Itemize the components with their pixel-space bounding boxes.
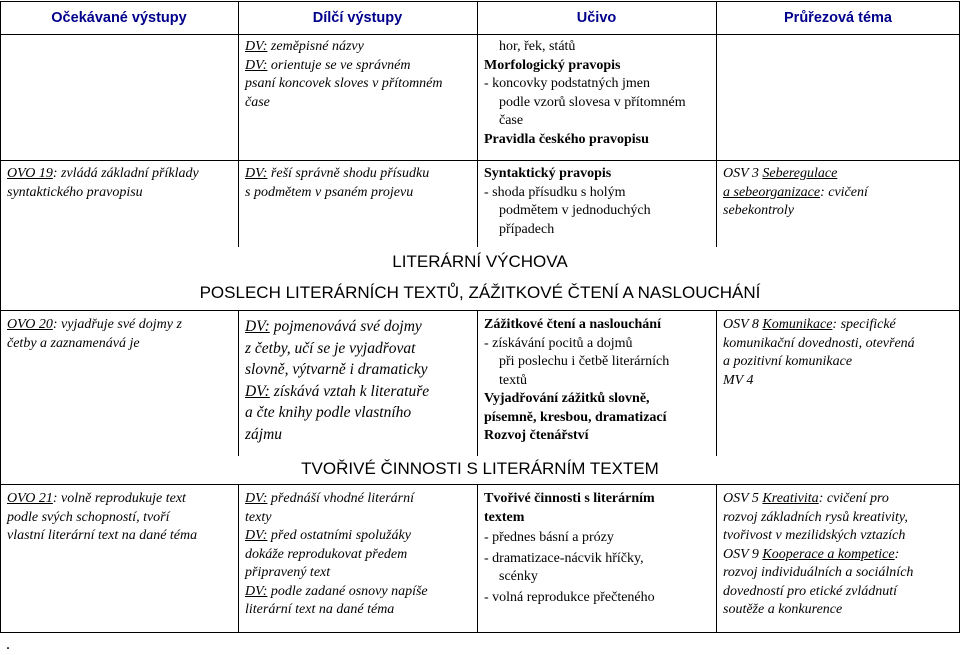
dv-label: DV:	[245, 583, 268, 599]
header-prurezova-tema: Průřezová téma	[784, 10, 892, 26]
row3-ucivo: Zážitkové čtení a naslouchání - získávání pocitů a dojmů při poslechu i četbě literárních textů Vyjadřování zážitků slovně, písemně, kresbou, dramatizací Rozvoj čtenářství	[484, 317, 670, 443]
col-sep-1a	[238, 1, 239, 247]
theme-link-kooperace[interactable]: Kooperace a kompetice	[762, 546, 895, 562]
table-border-bottom	[0, 632, 960, 633]
dv-label: DV:	[245, 166, 268, 181]
row2-ocekavane-vystupy: OVO 19: zvládá základní příklady syntaktického pravopisu	[7, 166, 199, 200]
dv-label: DV:	[245, 318, 270, 335]
row4-prurezova-tema: OSV 5 Kreativita: cvičení pro rozvoj základních rysů kreativity, tvořivost v mezilidských vztazích OSV 9 Kooperace a kompetice: rozvoj individuálních a sociálních dovedností pro etické zvládnutí soutěže a konkurence	[723, 491, 914, 617]
row4-ocekavane-vystupy: OVO 21: volně reprodukuje text podle svých schopností, tvoří vlastní literární text na dané téma	[7, 491, 198, 543]
row3-dilci-vystupy: DV: pojmenovává své dojmy z četby, učí se je vyjadřovat slovně, výtvarně i dramaticky DV: získává vztah k literatuře a čte knihy podle vlastního zájmu	[245, 318, 430, 443]
dv-label: DV:	[245, 382, 270, 400]
col-sep-1b	[238, 310, 239, 456]
section-title-tvorive-cinnosti: TVOŘIVÉ ČINNOSTI S LITERÁRNÍM TEXTEM	[260, 459, 700, 479]
row-divider-1	[0, 160, 960, 161]
header-ocekavane-vystupy: Očekávané výstupy	[51, 10, 187, 26]
col-sep-3b	[716, 310, 717, 456]
footer-mark: .	[6, 636, 10, 653]
theme-link-seberegulace[interactable]: Seberegulace	[762, 166, 838, 181]
col-sep-3c	[716, 484, 717, 632]
row1-ucivo: hor, řek, států Morfologický pravopis - koncovky podstatných jmen podle vzorů slovesa v přítomném čase Pravidla českého pravopisu	[484, 39, 686, 147]
row1-dilci-vystupy: DV: zeměpisné názvy DV: orientuje se ve správném psaní koncovek sloves v přítomném čase	[245, 39, 443, 110]
theme-link-kreativita[interactable]: Kreativita	[762, 491, 819, 506]
dv-label: DV:	[245, 491, 268, 506]
col-sep-3a	[716, 1, 717, 247]
row2-prurezova-tema: OSV 3 Seberegulace a sebeorganizace: cvičení sebekontroly	[723, 166, 868, 218]
section-title-literarni-vychova: LITERÁRNÍ VÝCHOVA	[370, 252, 590, 272]
dv-label: DV:	[245, 57, 268, 73]
col-sep-2b	[477, 310, 478, 456]
header-ucivo: Učivo	[576, 10, 617, 26]
col-sep-1c	[238, 484, 239, 632]
row2-ucivo: Syntaktický pravopis - shoda přísudku s holým podmětem v jednoduchých případech	[484, 166, 651, 237]
ovo-code: OVO 21	[7, 491, 53, 506]
ovo-code: OVO 20	[7, 317, 53, 332]
row3-prurezova-tema: OSV 8 Komunikace: specifické komunikační dovednosti, otevřená a pozitivní komunikace MV 4	[723, 317, 915, 388]
dv-label: DV:	[245, 39, 268, 54]
col-sep-2c	[477, 484, 478, 632]
col-sep-2a	[477, 1, 478, 247]
theme-link-komunikace[interactable]: Komunikace	[762, 317, 833, 332]
row-divider-3	[0, 484, 960, 485]
table-border-top	[0, 1, 960, 2]
row4-ucivo: Tvořivé činnosti s literárním textem - přednes básní a prózy - dramatizace-nácvik hříčky, scénky - volná reprodukce přečteného	[484, 491, 655, 605]
row4-dilci-vystupy: DV: přednáší vhodné literární texty DV: před ostatními spolužáky dokáže reprodukovat předem připravený text DV: podle zadané osnovy napíše literární text na dané téma	[245, 491, 428, 617]
header-divider	[0, 34, 960, 35]
row-divider-2	[0, 310, 960, 311]
border-left	[0, 1, 1, 632]
dv-label: DV:	[245, 528, 268, 543]
section-subtitle-poslech: POSLECH LITERÁRNÍCH TEXTŮ, ZÁŽITKOVÉ ČTENÍ A NASLOUCHÁNÍ	[150, 283, 810, 303]
header-dilci-vystupy: Dílčí výstupy	[312, 10, 403, 26]
ovo-code: OVO 19	[7, 166, 53, 181]
row3-ocekavane-vystupy: OVO 20: vyjadřuje své dojmy z četby a zaznamenává je	[7, 317, 182, 351]
row2-dilci-vystupy: DV: řeší správně shodu přísudku s podmětem v psaném projevu	[245, 166, 430, 200]
theme-link-sebeorganizace[interactable]: a sebeorganizace	[723, 184, 821, 200]
